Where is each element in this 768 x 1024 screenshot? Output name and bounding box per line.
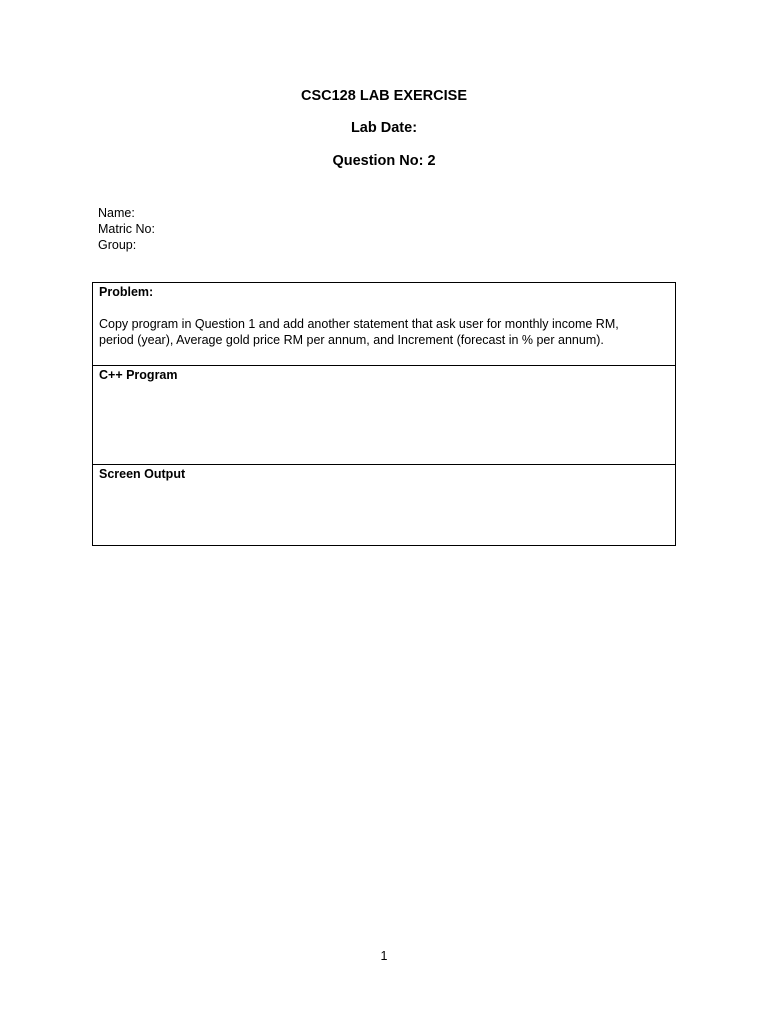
exercise-table xyxy=(92,282,676,546)
cpp-program-label: C++ Program xyxy=(99,368,178,382)
problem-description-line: period (year), Average gold price RM per annum, and Increment (forecast in % per annum). xyxy=(99,333,604,347)
problem-section xyxy=(93,283,675,365)
screen-output-label: Screen Output xyxy=(99,467,186,481)
document-title: CSC128 LAB EXERCISE xyxy=(301,88,467,104)
problem-description-line: Copy program in Question 1 and add another statement that ask user for monthly income RM, xyxy=(99,317,619,331)
page-number: 1 xyxy=(380,949,388,963)
problem-description xyxy=(99,316,669,348)
screen-output-section xyxy=(93,464,675,545)
lab-date-heading: Lab Date: xyxy=(350,120,418,136)
student-info xyxy=(98,205,155,253)
matric-no-label: Matric No: xyxy=(98,222,155,236)
group-label: Group: xyxy=(98,238,137,252)
name-label: Name: xyxy=(98,206,135,220)
problem-label: Problem: xyxy=(99,285,154,299)
cpp-program-section xyxy=(93,365,675,464)
question-number-heading: Question No: 2 xyxy=(332,153,436,169)
